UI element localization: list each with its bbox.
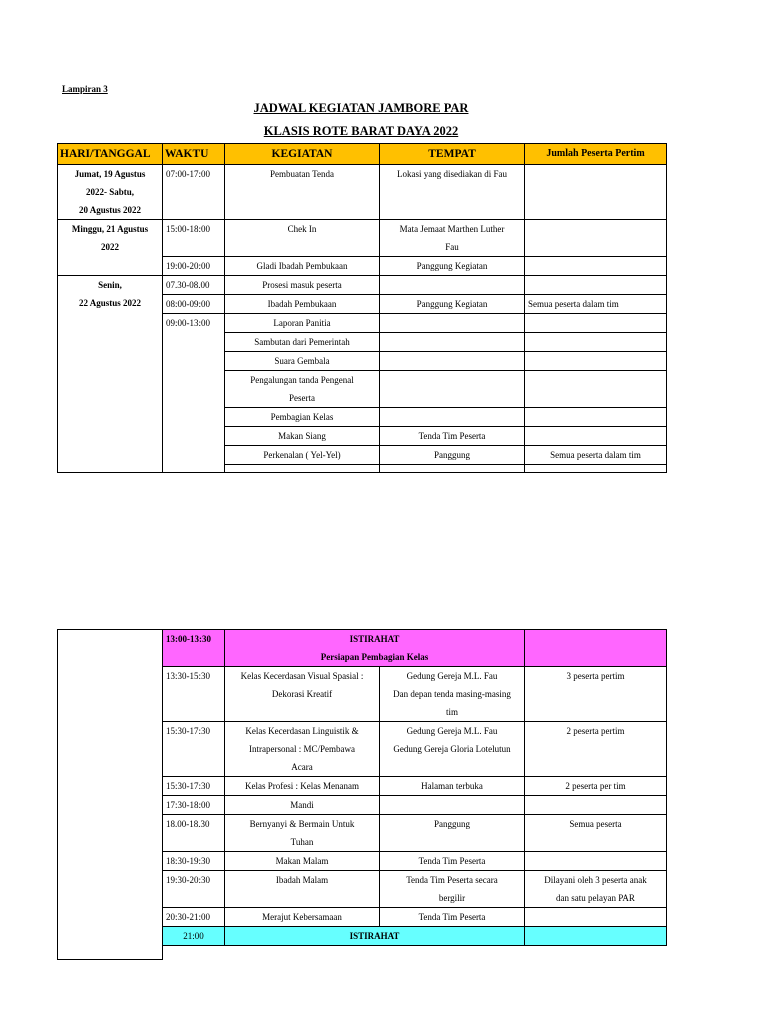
header-waktu: WAKTU <box>163 144 225 165</box>
cell-waktu: 15:30-17:30 <box>163 722 225 777</box>
cell-tempat <box>380 465 525 473</box>
cell-jumlah <box>525 927 667 946</box>
cell-kegiatan: Ibadah Pembukaan <box>225 295 380 314</box>
schedule-table-continued <box>57 629 667 960</box>
cell-jumlah: 3 peserta pertim <box>525 667 667 722</box>
cell-jumlah <box>525 796 667 815</box>
cell-jumlah: 2 peserta pertim <box>525 722 667 777</box>
cell-waktu: 18.00-18.30 <box>163 815 225 852</box>
cell-line: 20 Agustus 2022 <box>78 205 141 215</box>
cell-jumlah <box>525 257 667 276</box>
cell-line: Pengalungan tanda Pengenal <box>250 375 354 385</box>
cell-line: dan satu pelayan PAR <box>556 893 635 903</box>
cell-waktu: 08:00-09:00 <box>163 295 225 314</box>
cell-line: Gedung Gereja M.L. Fau <box>406 726 498 736</box>
cell-kegiatan: Suara Gembala <box>225 352 380 371</box>
cell-kegiatan: Chek In <box>225 220 380 257</box>
cell-kegiatan: Kelas Profesi : Kelas Menanam <box>225 777 380 796</box>
cell-jumlah <box>525 408 667 427</box>
cell-tempat <box>380 871 525 908</box>
cell-jumlah <box>525 871 667 908</box>
cell-kegiatan: Makan Malam <box>225 852 380 871</box>
cell-tempat: Halaman terbuka <box>380 777 525 796</box>
schedule-table <box>57 143 667 473</box>
cell-line: 2022- Sabtu, <box>85 187 134 197</box>
cell-line: bergilir <box>438 893 466 903</box>
cell-kegiatan: Mandi <box>225 796 380 815</box>
cell-line: Gedung Gereja Gloria Lotelutun <box>393 744 511 754</box>
header-tempat: TEMPAT <box>380 144 525 165</box>
cell-kegiatan <box>225 630 525 667</box>
cell-waktu: 21:00 <box>163 927 225 946</box>
cell-kegiatan <box>225 465 380 473</box>
cell-waktu: 09:00-13:00 <box>163 314 225 473</box>
cell-kegiatan: Perkenalan ( Yel-Yel) <box>225 446 380 465</box>
cell-line: Kelas Kecerdasan Visual Spasial : <box>240 671 364 681</box>
cell-waktu: 18:30-19:30 <box>163 852 225 871</box>
cell-line: Dan depan tenda masing-masing <box>393 689 511 699</box>
cell-jumlah: Semua peserta dalam tim <box>525 446 667 465</box>
cell-jumlah <box>525 165 667 220</box>
cell-waktu: 15:30-17:30 <box>163 777 225 796</box>
cell-line: Intrapersonal : MC/Pembawa <box>249 744 355 754</box>
cell-tempat: Panggung Kegiatan <box>380 257 525 276</box>
cell-jumlah <box>525 220 667 257</box>
cell-jumlah: Semua peserta dalam tim <box>525 295 667 314</box>
cell-waktu: 19:00-20:00 <box>163 257 225 276</box>
cell-kegiatan: Ibadah Malam <box>225 871 380 908</box>
cell-tempat <box>380 796 525 815</box>
header-hari-tanggal: HARI/TANGGAL <box>58 144 163 165</box>
cell-jumlah <box>525 427 667 446</box>
cell-kegiatan <box>225 667 380 722</box>
cell-line: Dilayani oleh 3 peserta anak <box>544 875 647 885</box>
document-title: JADWAL KEGIATAN JAMBORE PAR <box>253 101 469 115</box>
cell-jumlah <box>525 352 667 371</box>
cell-kegiatan <box>225 815 380 852</box>
cell-line: Gedung Gereja M.L. Fau <box>406 671 498 681</box>
cell-tempat <box>380 333 525 352</box>
cell-jumlah <box>525 371 667 408</box>
cell-line: 22 Agustus 2022 <box>78 298 141 308</box>
cell-tempat <box>380 352 525 371</box>
cell-kegiatan <box>225 371 380 408</box>
cell-tempat <box>380 722 525 777</box>
cell-line: ISTIRAHAT <box>349 634 400 644</box>
cell-waktu <box>163 946 225 960</box>
cell-line: Acara <box>291 762 313 772</box>
cell-waktu: 13:00-13:30 <box>163 630 225 667</box>
cell-waktu: 19:30-20:30 <box>163 871 225 908</box>
cell-kegiatan: Merajut Kebersamaan <box>225 908 380 927</box>
cell-line: Senin, <box>98 280 122 290</box>
cell-jumlah <box>525 333 667 352</box>
cell-tempat: Tenda Tim Peserta <box>380 852 525 871</box>
table-row <box>58 276 667 295</box>
cell-kegiatan <box>225 946 667 960</box>
cell-line: Mata Jemaat Marthen Luther <box>399 224 505 234</box>
cell-kegiatan: Laporan Panitia <box>225 314 380 333</box>
cell-tempat: Tenda Tim Peserta <box>380 427 525 446</box>
cell-kegiatan: Makan Siang <box>225 427 380 446</box>
cell-waktu: 15:00-18:00 <box>163 220 225 257</box>
cell-waktu: 07:00-17:00 <box>163 165 225 220</box>
table-row <box>58 630 667 667</box>
cell-jumlah <box>525 314 667 333</box>
cell-tempat <box>380 371 525 408</box>
cell-hari <box>58 220 163 276</box>
cell-kegiatan: Prosesi masuk peserta <box>225 276 380 295</box>
document-subtitle: KLASIS ROTE BARAT DAYA 2022 <box>263 124 459 138</box>
cell-tempat <box>380 220 525 257</box>
cell-tempat: Panggung Kegiatan <box>380 295 525 314</box>
cell-jumlah: 2 peserta per tim <box>525 777 667 796</box>
cell-waktu: 13:30-15:30 <box>163 667 225 722</box>
cell-tempat <box>380 408 525 427</box>
attachment-label: Lampiran 3 <box>62 84 108 94</box>
table-header-row <box>58 144 667 165</box>
table-row <box>58 165 667 220</box>
cell-tempat: Panggung <box>380 815 525 852</box>
cell-line: Tenda Tim Peserta secara <box>406 875 498 885</box>
cell-line: Persiapan Pembagian Kelas <box>320 652 429 662</box>
cell-line: Fau <box>445 242 459 252</box>
cell-kegiatan <box>225 722 380 777</box>
cell-jumlah <box>525 465 667 473</box>
cell-hari <box>58 165 163 220</box>
cell-line: Dekorasi Kreatif <box>271 689 333 699</box>
header-jumlah: Jumlah Peserta Pertim <box>525 144 667 165</box>
cell-tempat: Lokasi yang disediakan di Fau <box>380 165 525 220</box>
cell-jumlah <box>525 276 667 295</box>
cell-kegiatan: Pembuatan Tenda <box>225 165 380 220</box>
cell-kegiatan: Sambutan dari Pemerintah <box>225 333 380 352</box>
cell-jumlah: Semua peserta <box>525 815 667 852</box>
cell-tempat: Tenda Tim Peserta <box>380 908 525 927</box>
cell-waktu: 20:30-21:00 <box>163 908 225 927</box>
header-kegiatan: KEGIATAN <box>225 144 380 165</box>
cell-tempat <box>380 276 525 295</box>
cell-hari <box>58 630 163 960</box>
cell-kegiatan: Gladi Ibadah Pembukaan <box>225 257 380 276</box>
cell-line: Tuhan <box>290 837 314 847</box>
cell-kegiatan: Pembagian Kelas <box>225 408 380 427</box>
cell-line: 2022 <box>101 242 119 252</box>
table-row <box>58 220 667 257</box>
cell-waktu: 07.30-08.00 <box>163 276 225 295</box>
cell-jumlah <box>525 852 667 871</box>
cell-line: Bernyanyi & Bermain Untuk <box>249 819 355 829</box>
cell-waktu: 17:30-18:00 <box>163 796 225 815</box>
cell-kegiatan: ISTIRAHAT <box>225 927 525 946</box>
cell-line: Jumat, 19 Agustus <box>74 169 146 179</box>
cell-line: Kelas Kecerdasan Linguistik & <box>245 726 359 736</box>
cell-jumlah <box>525 630 667 667</box>
cell-tempat: Panggung <box>380 446 525 465</box>
cell-tempat <box>380 314 525 333</box>
cell-hari <box>58 276 163 473</box>
cell-line: tim <box>445 707 458 717</box>
cell-tempat <box>380 667 525 722</box>
cell-jumlah <box>525 908 667 927</box>
cell-line: Minggu, 21 Agustus <box>71 224 149 234</box>
cell-line: Peserta <box>289 393 315 403</box>
